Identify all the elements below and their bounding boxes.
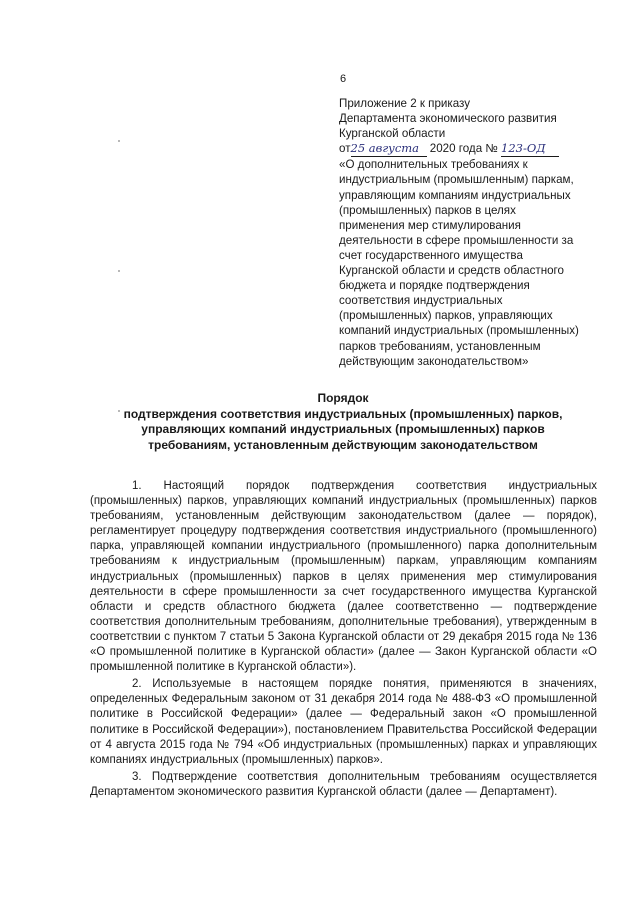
subject-line: (промышленных) парков в целях	[339, 203, 516, 217]
handwritten-date: 25 августа	[350, 141, 420, 156]
paragraph-1: 1. Настоящий порядок подтверждения соответствия индустриальных (промышленных) парков, управляющих компаний индустриальных (промышленных) парков требованиям, установленным действующим законодательством (далее — порядок), регламентирует процедуру подтверждения соответствия индустриального (промышленного) парка, управляющей компании индустриального (промышленного) парка дополнительным требованиям к индустриальным (промышленным) паркам, управляющим компаниям индустриальных (промышленных) парков в целях применения мер стимулирования деятельности в сфере промышленности за счет государственного имущества Курганской области и средств областного бюджета (далее соответственно — подтверждение соответствия дополнительным требованиям, дополнительные требования), утвержденным в соответствии с пунктом 7 статьи 5 Закона Курганской области от 29 декабря 2015 года № 136 «О промышленной политике в Курганской области» (далее — Закон Курганской области «О промышленной политике в Курганской области»).	[90, 480, 597, 674]
scan-speck	[118, 270, 120, 272]
appendix-line-2: Департамента экономического развития	[339, 112, 557, 126]
handwritten-number: 123-ОД	[501, 141, 546, 156]
document-title	[90, 391, 596, 453]
subject-line: Курганской области и средств областного	[339, 264, 564, 278]
paragraph-3: 3. Подтверждение соответствия дополнительным требованиям осуществляется Департаментом экономического развития Курганской области (далее — Департамент).	[90, 770, 597, 798]
title-line-1: Порядок	[317, 391, 369, 405]
subject-line: бюджета и порядке подтверждения	[339, 279, 530, 293]
subject-line: парков требованиям, установленным	[339, 339, 541, 353]
date-mid: 2020 года №	[429, 142, 498, 156]
number-blank	[501, 141, 559, 157]
subject-line: счет государственного имущества	[339, 248, 523, 262]
scan-speck	[118, 410, 120, 412]
appendix-header	[339, 96, 601, 369]
document-body	[90, 479, 597, 802]
subject-line: «О дополнительных требованиях к	[339, 158, 528, 172]
subject-line: действующим законодательством»	[339, 354, 529, 368]
subject-line: деятельности в сфере промышленности за	[339, 233, 574, 247]
paragraph-2: 2. Используемые в настоящем порядке понятия, применяются в значениях, определенных Федеральным законом от 31 декабря 2014 года № 488-ФЗ «О промышленной политике в Российской Федерации» (далее — Федеральный закон «О промышленной политике в Российской Федерации»), постановлением Правительства Российской Федерации от 4 августа 2015 года № 794 «Об индустриальных (промышленных) парках и управляющих компаниях индустриальных (промышленных) парков».	[90, 678, 597, 766]
title-line-3: управляющих компаний индустриальных (промышленных) парков	[141, 422, 545, 437]
appendix-line-1: Приложение 2 к приказу	[339, 97, 471, 110]
title-line-2: подтверждения соответствия индустриальных (промышленных) парков,	[123, 406, 563, 421]
subject-line: (промышленных) парков, управляющих	[339, 309, 553, 323]
appendix-date-line	[339, 141, 601, 157]
title-line-4: требованиям, установленным действующим законодательством	[148, 437, 538, 452]
date-blank	[351, 141, 427, 157]
appendix-line-3: Курганской области	[339, 127, 446, 141]
date-prefix: от	[339, 142, 351, 156]
page-number: 6	[340, 73, 347, 85]
subject-line: компаний индустриальных (промышленных)	[339, 324, 579, 338]
subject-line: индустриальным (промышленным) паркам,	[339, 173, 574, 187]
subject-line: соответствия индустриальных	[339, 294, 503, 308]
scan-speck	[118, 140, 120, 142]
subject-line: применения мер стимулирования	[339, 218, 521, 232]
subject-line: управляющим компаниям индустриальных	[339, 188, 571, 202]
